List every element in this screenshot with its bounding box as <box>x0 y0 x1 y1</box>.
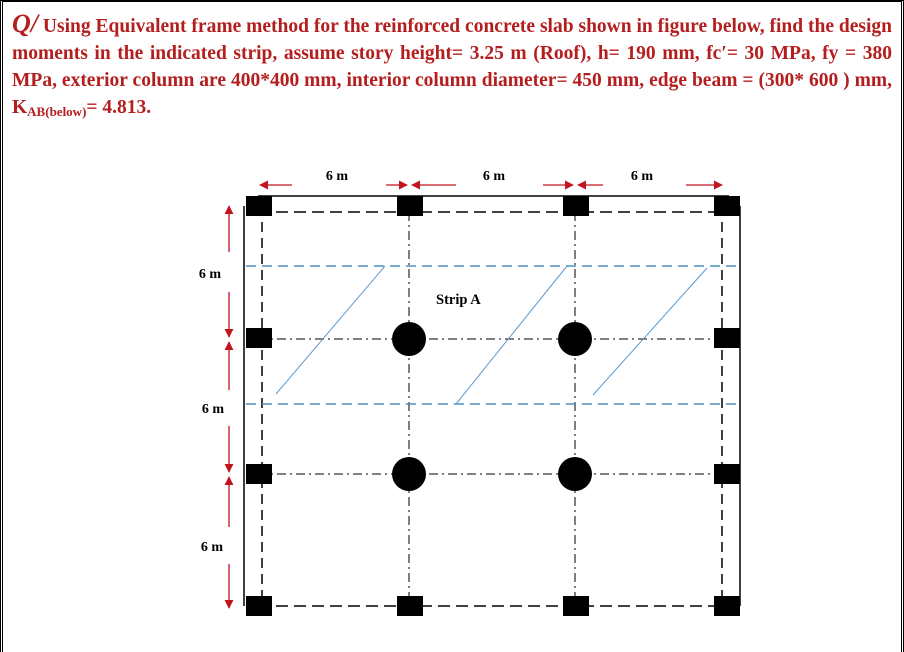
exterior-column <box>246 196 272 216</box>
question-prefix: Q/ <box>12 9 38 38</box>
left-span-label: 6 m <box>200 540 224 555</box>
exterior-column <box>714 464 740 484</box>
top-span-label: 6 m <box>482 169 506 184</box>
exterior-column <box>714 196 740 216</box>
interior-column <box>392 322 426 356</box>
slab-edges <box>244 196 740 606</box>
top-span-label: 6 m <box>630 169 654 184</box>
k-subscript-below: (below) <box>45 104 87 119</box>
left-span-label: 6 m <box>198 267 222 282</box>
exterior-column <box>397 196 423 216</box>
interior-columns <box>392 322 592 491</box>
exterior-column <box>246 328 272 348</box>
exterior-column <box>397 596 423 616</box>
interior-column <box>392 457 426 491</box>
strip-a-hatching <box>276 266 707 404</box>
interior-column <box>558 457 592 491</box>
interior-column <box>558 322 592 356</box>
strip-a-boundaries <box>246 266 736 404</box>
k-subscript-ab: AB <box>27 104 46 119</box>
question-body: Using Equivalent frame method for the reinforced concrete slab shown in figure below, find the design moments in the indicated strip, assume story height= 3.25 m (Roof), h= 190 mm, fc′= 30 MPa, fy = 380 MPa, exterior column are 400*400 mm, interior column diameter= 450 mm, edge beam = (300* 600 ) mm, K <box>12 16 892 118</box>
exterior-column <box>714 328 740 348</box>
grid-lines <box>258 212 729 606</box>
exterior-column <box>246 464 272 484</box>
top-span-label: 6 m <box>325 169 349 184</box>
question-body-end: = 4.813. <box>86 97 152 118</box>
exterior-column <box>563 596 589 616</box>
strip-a-label: Strip A <box>436 292 481 308</box>
left-span-label: 6 m <box>201 402 225 417</box>
exterior-columns <box>246 196 740 616</box>
exterior-column <box>246 596 272 616</box>
exterior-column <box>714 596 740 616</box>
exterior-column <box>563 196 589 216</box>
